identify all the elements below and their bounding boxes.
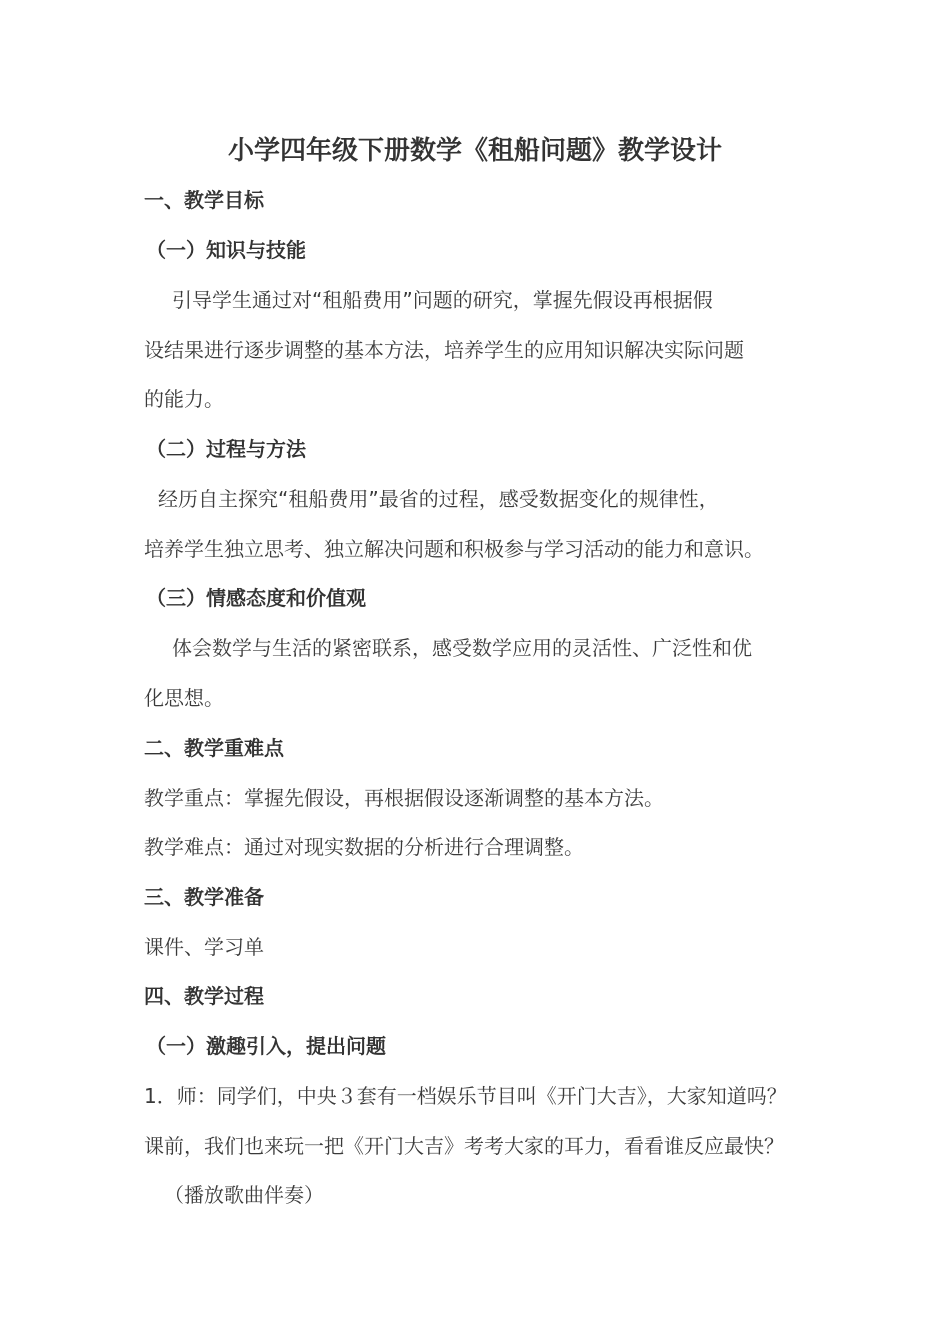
paragraph-line: 教学难点：通过对现实数据的分析进行合理调整。	[144, 835, 584, 859]
subsection-heading-process: （二）过程与方法	[146, 437, 306, 461]
paragraph-line: 设结果进行逐步调整的基本方法，培养学生的应用知识解决实际问题	[144, 338, 744, 362]
paragraph-line: 化思想。	[144, 686, 224, 710]
section-heading-objectives: 一、教学目标	[144, 188, 264, 212]
paragraph-line: 引导学生通过对“租船费用”问题的研究，掌握先假设再根据假	[172, 288, 713, 312]
paragraph-line: 教学重点：掌握先假设，再根据假设逐渐调整的基本方法。	[144, 786, 664, 810]
subsection-heading-intro: （一）激趣引入，提出问题	[146, 1034, 386, 1058]
paragraph-line: （播放歌曲伴奏）	[164, 1183, 324, 1207]
section-heading-process-steps: 四、教学过程	[144, 984, 264, 1008]
paragraph-line: 经历自主探究“租船费用”最省的过程，感受数据变化的规律性，	[158, 487, 719, 511]
paragraph-line: 培养学生独立思考、独立解决问题和积极参与学习活动的能力和意识。	[144, 537, 764, 561]
paragraph-line: 1．师：同学们，中央３套有一档娱乐节目叫《开门大吉》，大家知道吗？	[144, 1084, 787, 1108]
subsection-heading-knowledge: （一）知识与技能	[146, 238, 306, 262]
paragraph-line: 体会数学与生活的紧密联系，感受数学应用的灵活性、广泛性和优	[172, 636, 752, 660]
section-heading-preparation: 三、教学准备	[144, 885, 264, 909]
paragraph-line: 课前，我们也来玩一把《开门大吉》考考大家的耳力，看看谁反应最快？	[144, 1134, 784, 1158]
paragraph-line: 的能力。	[144, 387, 224, 411]
subsection-heading-attitude: （三）情感态度和价值观	[146, 586, 366, 610]
paragraph-line: 课件、学习单	[144, 935, 264, 959]
document-title: 小学四年级下册数学《租船问题》教学设计	[227, 136, 722, 166]
section-heading-key-points: 二、教学重难点	[144, 736, 284, 760]
